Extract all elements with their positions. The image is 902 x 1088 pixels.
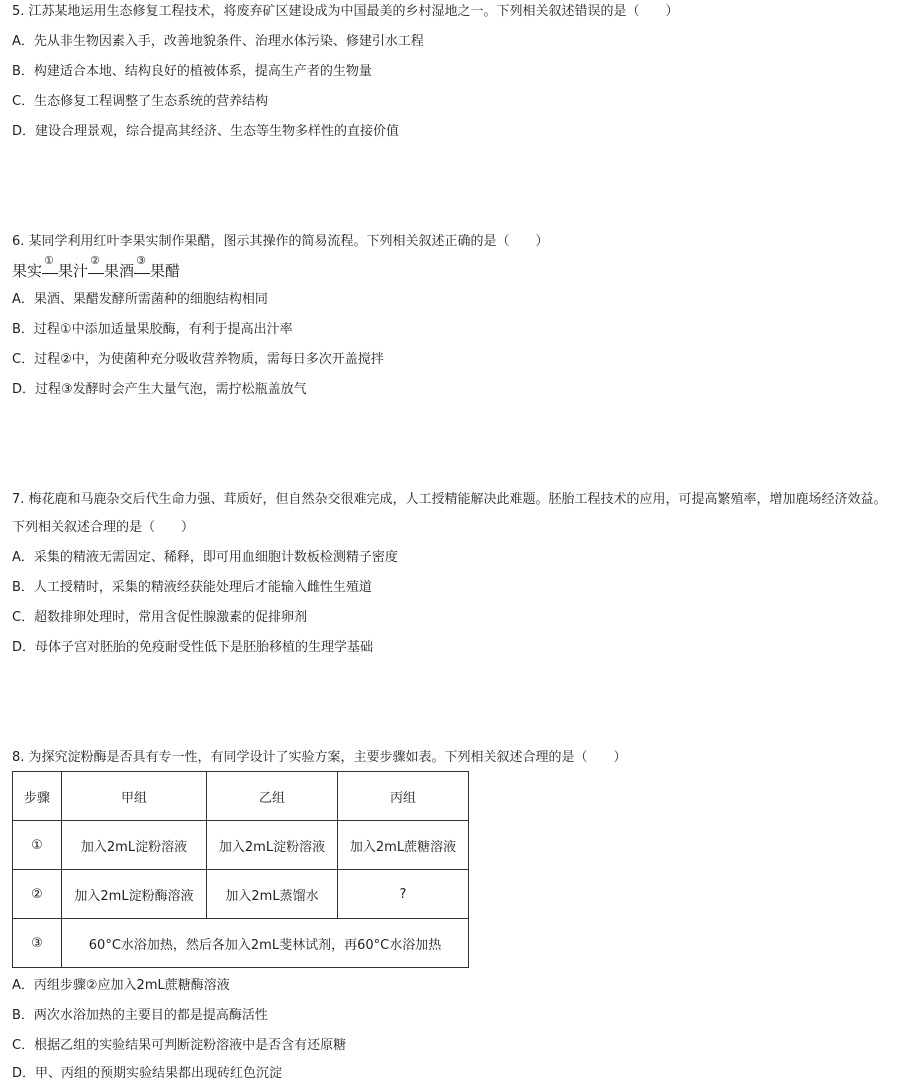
question-8-option-a: A．丙组步骤②应加入2mL蔗糖酶溶液 — [12, 978, 230, 993]
flow-node-juice: 果汁 — [58, 262, 89, 280]
question-7-option-d: D．母体子宫对胚胎的免疫耐受性低下是胚胎移植的生理学基础 — [12, 640, 374, 655]
flow-arrow-3 — [134, 254, 150, 281]
flow-step-3: ③ — [136, 254, 146, 267]
table-cell: 加入2mL淀粉溶液 — [62, 821, 207, 870]
question-7-option-b: B．人工授精时，采集的精液经获能处理后才能输入雌性生殖道 — [12, 580, 372, 595]
table-row — [13, 870, 469, 919]
table-cell: ③ — [13, 919, 62, 968]
flow-step-2: ② — [90, 254, 100, 267]
flow-node-fruit: 果实 — [12, 262, 43, 280]
question-6-option-d: D．过程③发酵时会产生大量气泡，需拧松瓶盖放气 — [12, 382, 307, 397]
flow-arrow-1 — [42, 254, 58, 281]
flow-arrow-2 — [88, 254, 104, 281]
question-6-stem: 6. 某同学利用红叶李果实制作果醋，图示其操作的简易流程。下列相关叙述正确的是（ ） — [12, 234, 549, 249]
table-header-step: 步骤 — [13, 772, 62, 821]
table-header-group-a: 甲组 — [62, 772, 207, 821]
question-8-option-b: B．两次水浴加热的主要目的都是提高酶活性 — [12, 1008, 268, 1023]
flow-node-wine: 果酒 — [104, 262, 135, 280]
question-8-stem: 8. 为探究淀粉酶是否具有专一性，有同学设计了实验方案，主要步骤如表。下列相关叙述合理的是（ ） — [12, 750, 627, 765]
question-5-option-d: D．建设合理景观，综合提高其经济、生态等生物多样性的直接价值 — [12, 124, 400, 139]
table-header-group-b: 乙组 — [207, 772, 338, 821]
flow-node-vinegar: 果醋 — [150, 262, 181, 280]
table-row — [13, 919, 469, 968]
question-7-option-a: A．采集的精液无需固定、稀释，即可用血细胞计数板检测精子密度 — [12, 550, 398, 565]
question-5-stem: 5. 江苏某地运用生态修复工程技术，将废弃矿区建设成为中国最美的乡村湿地之一。下列相关叙述错误的是（ ） — [12, 4, 679, 19]
question-8-option-d: D．甲、丙组的预期实验结果都出现砖红色沉淀 — [12, 1066, 283, 1081]
question-7-option-c: C．超数排卵处理时，常用含促性腺激素的促排卵剂 — [12, 610, 308, 625]
question-6-option-c: C．过程②中，为使菌种充分吸收营养物质，需每日多次开盖搅拌 — [12, 352, 384, 367]
table-cell: ? — [338, 870, 469, 919]
table-header-row — [13, 772, 469, 821]
table-row — [13, 821, 469, 870]
question-7-stem: 7. 梅花鹿和马鹿杂交后代生命力强、茸质好，但自然杂交很难完成，人工授精能解决此难题。胚胎工程技术的应用，可提高繁殖率，增加鹿场经济效益。下列相关叙述合理的是（ ） — [12, 492, 887, 535]
question-6-option-b: B．过程①中添加适量果胶酶，有利于提高出汁率 — [12, 322, 293, 337]
table-cell: 加入2mL淀粉酶溶液 — [62, 870, 207, 919]
table-cell: ② — [13, 870, 62, 919]
question-6-option-a: A．果酒、果醋发酵所需菌种的细胞结构相同 — [12, 292, 268, 307]
table-cell: 加入2mL蔗糖溶液 — [338, 821, 469, 870]
table-cell: ① — [13, 821, 62, 870]
question-5-option-a: A．先从非生物因素入手，改善地貌条件、治理水体污染、修建引水工程 — [12, 34, 424, 49]
process-flow — [12, 254, 181, 288]
question-5-option-b: B．构建适合本地、结构良好的植被体系，提高生产者的生物量 — [12, 64, 372, 79]
question-8-option-c: C．根据乙组的实验结果可判断淀粉溶液中是否含有还原糖 — [12, 1038, 347, 1053]
table-cell: 加入2mL蒸馏水 — [207, 870, 338, 919]
flow-step-1: ① — [44, 254, 54, 267]
table-cell: 加入2mL淀粉溶液 — [207, 821, 338, 870]
table-header-group-c: 丙组 — [338, 772, 469, 821]
experiment-steps-table — [12, 771, 469, 968]
question-5-option-c: C．生态修复工程调整了生态系统的营养结构 — [12, 94, 269, 109]
table-cell-merged: 60°C水浴加热，然后各加入2mL斐林试剂，再60°C水浴加热 — [62, 919, 469, 968]
